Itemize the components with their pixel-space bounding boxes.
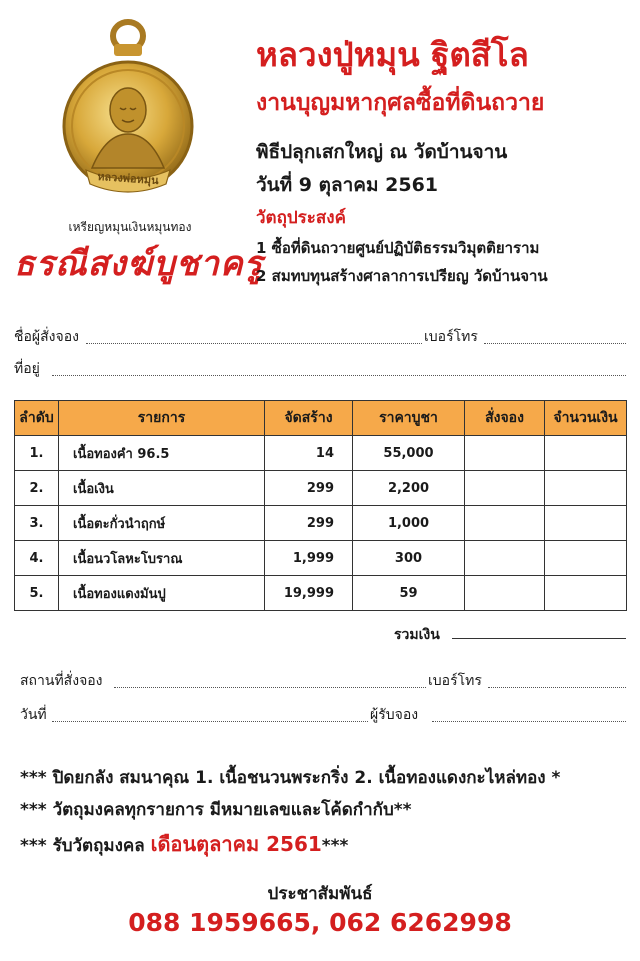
note-highlight: เดือนตุลาคม 2561 — [150, 832, 322, 856]
row-order-cell[interactable] — [465, 541, 545, 576]
receiver-field[interactable] — [432, 720, 626, 722]
table-header-row — [15, 401, 627, 436]
row-order-cell[interactable] — [465, 436, 545, 471]
row-amount-cell[interactable] — [545, 506, 627, 541]
row-item-name: เนื้อทองแดงมันปู — [59, 576, 265, 611]
ceremony-date: วันที่ 9 ตุลาคม 2561 — [256, 174, 439, 196]
total-field[interactable] — [452, 638, 626, 639]
phone-field-2[interactable] — [488, 686, 626, 688]
row-item-name: เนื้อเงิน — [59, 471, 265, 506]
row-no: 4. — [15, 541, 59, 576]
medal-image — [62, 18, 194, 206]
total-label: รวมเงิน — [394, 627, 440, 643]
col-header-order: สั่งจอง — [465, 401, 545, 436]
row-item-name: เนื้อนวโลหะโบราณ — [59, 541, 265, 576]
page-subtitle: งานบุญมหากุศลซื้อที่ดินถวาย — [256, 90, 545, 116]
objective-item: 1 ซื้อที่ดินถวายศูนย์ปฏิบัติธรรมวิมุตติยาราม — [256, 239, 540, 257]
contact-title: ประชาสัมพันธ์ — [267, 884, 373, 904]
table-row — [15, 471, 627, 506]
row-price: 2,200 — [353, 471, 465, 506]
row-produced: 14 — [265, 436, 353, 471]
row-price: 59 — [353, 576, 465, 611]
row-no: 5. — [15, 576, 59, 611]
row-produced: 19,999 — [265, 576, 353, 611]
note-suffix: *** — [321, 836, 349, 856]
order-table — [14, 400, 627, 611]
row-amount-cell[interactable] — [545, 541, 627, 576]
table-row — [15, 436, 627, 471]
row-price: 300 — [353, 541, 465, 576]
phone-label: เบอร์โทร — [424, 329, 478, 345]
note-line: *** ปิดยกลัง สมนาคุณ 1. เนื้อชนวนพระกริ่ง 2. เนื้อทองแดงกะไหล่ทอง * — [20, 768, 561, 788]
name-field[interactable] — [86, 342, 422, 344]
row-no: 3. — [15, 506, 59, 541]
row-produced: 299 — [265, 506, 353, 541]
note-line — [20, 828, 348, 860]
row-price: 55,000 — [353, 436, 465, 471]
objective-item: 2 สมทบทุนสร้างศาลาการเปรียญ วัดบ้านจาน — [256, 267, 548, 285]
receiver-label: ผู้รับจอง — [370, 707, 419, 723]
col-header-amount: จำนวนเงิน — [545, 401, 627, 436]
contact-phones: 088 1959665, 062 6262998 — [128, 908, 512, 937]
note-line: *** วัตถุมงคลทุกรายการ มีหมายเลขและโค้ดกำกับ** — [20, 800, 412, 820]
name-label: ชื่อผู้สั่งจอง — [14, 329, 79, 345]
row-produced: 1,999 — [265, 541, 353, 576]
col-header-no: ลำดับ — [15, 401, 59, 436]
phone-label-2: เบอร์โทร — [428, 673, 482, 689]
address-label: ที่อยู่ — [14, 361, 40, 377]
row-order-cell[interactable] — [465, 506, 545, 541]
row-item-name: เนื้อทองคำ 96.5 — [59, 436, 265, 471]
row-produced: 299 — [265, 471, 353, 506]
row-price: 1,000 — [353, 506, 465, 541]
address-field[interactable] — [52, 374, 626, 376]
note-prefix: *** รับวัตถุมงคล — [20, 836, 151, 856]
row-order-cell[interactable] — [465, 471, 545, 506]
medal-caption: เหรียญหมุนเงินหมุนทอง — [68, 220, 192, 234]
ceremony-text: พิธีปลุกเสกใหญ่ ณ วัดบ้านจาน — [256, 141, 508, 163]
objectives-heading: วัตถุประสงค์ — [256, 208, 346, 228]
row-no: 2. — [15, 471, 59, 506]
row-item-name: เนื้อตะกั่วนำฤกษ์ — [59, 506, 265, 541]
row-amount-cell[interactable] — [545, 471, 627, 506]
page-title: หลวงปู่หมุน ฐิตสีโล — [256, 35, 529, 74]
table-row — [15, 576, 627, 611]
place-label: สถานที่สั่งจอง — [20, 673, 103, 689]
date-label: วันที่ — [20, 707, 47, 723]
place-field[interactable] — [114, 686, 426, 688]
table-row — [15, 541, 627, 576]
col-header-produced: จัดสร้าง — [265, 401, 353, 436]
row-order-cell[interactable] — [465, 576, 545, 611]
brand-logo-text: ธรณีสงฆ์บูชาครู — [14, 244, 263, 284]
col-header-price: ราคาบูชา — [353, 401, 465, 436]
medal-inscription: หลวงพ่อหมุน — [96, 169, 160, 188]
row-amount-cell[interactable] — [545, 436, 627, 471]
col-header-item: รายการ — [59, 401, 265, 436]
date-field[interactable] — [52, 720, 368, 722]
table-row — [15, 506, 627, 541]
row-amount-cell[interactable] — [545, 576, 627, 611]
row-no: 1. — [15, 436, 59, 471]
phone-field[interactable] — [484, 342, 626, 344]
